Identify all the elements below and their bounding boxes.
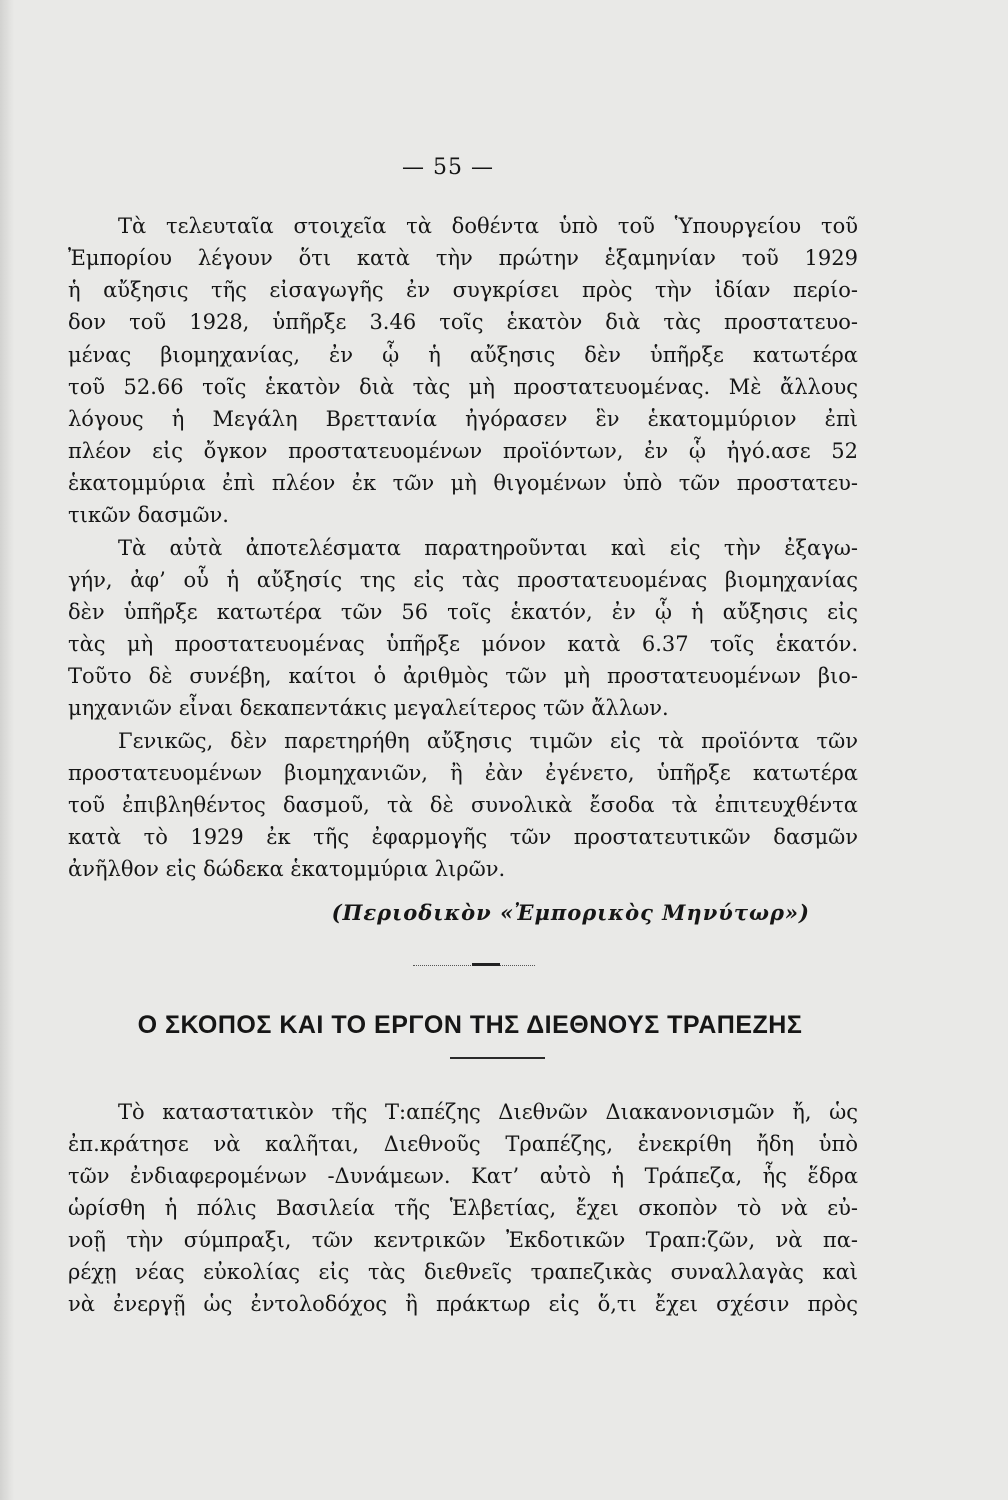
heading-rule [450, 1057, 545, 1059]
paragraph [68, 725, 858, 886]
text-line: τὰς μὴ προστατευομένας ὑπῆρξε μόνον κατὰ 6.37 τοῖς ἑκατόν. [68, 632, 858, 657]
section-divider-mark [472, 963, 500, 966]
page-number: — 55 — [402, 155, 494, 180]
text-line: γήν, ἀφ’ οὗ ἡ αὔξησίς της εἰς τὰς προστατευομένας βιομηχανίας [68, 567, 858, 592]
text-line: τῶν ἐνδιαφερομένων -Δυνάμεων. Κατ’ αὐτὸ ἡ Τράπεζα, ἧς ἕδρα [68, 1164, 858, 1188]
text-line: πλέον εἰς ὄγκον προστατευομένων προϊόντων, ἐν ᾧ ἠγό.ασε 52 [68, 439, 858, 464]
text-line: ἡ αὔξησις τῆς εἰσαγωγῆς ἐν συγκρίσει πρὸς τὴν ἰδίαν περίο- [68, 278, 858, 303]
text-line: Γενικῶς, δὲν παρετηρήθη αὔξησις τιμῶν εἰς τὰ προϊόντα τῶν [118, 728, 858, 753]
text-line: δον τοῦ 1928, ὑπῆρξε 3.46 τοῖς ἑκατὸν διὰ τὰς προστατευο- [68, 310, 858, 335]
text-line: Τὸ καταστατικὸν τῆς Τ:απέζης Διεθνῶν Διακανονισμῶν ἤ, ὡς [118, 1100, 858, 1124]
text-line: ρέχῃ νέας εὐκολίας εἰς τὰς διεθνεῖς τραπεζικὰς συναλλαγὰς καὶ [68, 1260, 858, 1284]
text-line: Τὰ τελευταῖα στοιχεῖα τὰ δοθέντα ὑπὸ τοῦ Ὑπουργείου τοῦ [118, 214, 858, 238]
text-line: μηχανιῶν εἶναι δεκαπεντάκις μεγαλείτερος τῶν ἄλλων. [68, 696, 669, 721]
text-line: ἑκατομμύρια ἐπὶ πλέον ἐκ τῶν μὴ θιγομένων ὑπὸ τῶν προστατευ- [68, 471, 858, 496]
article-body [68, 1096, 858, 1320]
text-line: Ἐμπορίου λέγουν ὅτι κατὰ τὴν πρώτην ἑξαμηνίαν τοῦ 1929 [68, 246, 858, 271]
text-line: τοῦ ἐπιβληθέντος δασμοῦ, τὰ δὲ συνολικὰ ἔσοδα τὰ ἐπιτευχθέντα [68, 792, 858, 817]
text-line: ὡρίσθη ἡ πόλις Βασιλεία τῆς Ἑλβετίας, ἔχει σκοπὸν τὸ νὰ εὐ- [68, 1196, 858, 1220]
text-line: νὰ ἐνεργῇ ὡς ἐντολοδόχος ἢ πράκτωρ εἰς ὅ,τι ἔχει σχέσιν πρὸς [68, 1292, 858, 1316]
text-line: τοῦ 52.66 τοῖς ἑκατὸν διὰ τὰς μὴ προστατευομένας. Μὲ ἄλλους [68, 374, 858, 399]
text-line: δὲν ὑπῆρξε κατωτέρα τῶν 56 τοῖς ἑκατόν, ἐν ᾧ ἡ αὔξησις εἰς [68, 599, 858, 624]
text-line: Τὰ αὐτὰ ἀποτελέσματα παρατηροῦνται καὶ εἰς τὴν ἐξαγω- [118, 535, 858, 560]
text-line: κατὰ τὸ 1929 ἐκ τῆς ἐφαρμογῆς τῶν προστατευτικῶν δασμῶν [68, 824, 858, 849]
section-heading: Ο ΣΚΟΠΟΣ ΚΑΙ ΤΟ ΕΡΓΟΝ ΤΗΣ ΔΙΕΘΝΟΥΣ ΤΡΑΠΕΖΗΣ [137, 1011, 803, 1039]
text-line: προστατευομένων βιομηχανιῶν, ἢ ἐὰν ἐγένετο, ὑπῆρξε κατωτέρα [68, 760, 858, 785]
text-line: μένας βιομηχανίας, ἐν ᾧ ἡ αὔξησις δὲν ὑπῆρξε κατωτέρα [68, 342, 858, 367]
scan-edge [0, 0, 14, 1500]
article-source: (Περιοδικὸν «Ἐμπορικὸς Μηνύτωρ») [331, 900, 810, 925]
text-line: ἀνῆλθον εἰς δώδεκα ἑκατομμύρια λιρῶν. [68, 857, 506, 882]
text-line: ἐπ.κράτησε νὰ καλῆται, Διεθνοῦς Τραπέζης, ἐνεκρίθη ἤδη ὑπὸ [68, 1132, 858, 1156]
paragraph [68, 532, 858, 725]
text-line: λόγους ἡ Μεγάλη Βρεττανία ἠγόρασεν ἓν ἑκατομμύριον ἐπὶ [68, 406, 858, 431]
paragraph [68, 1096, 858, 1320]
text-line: τικῶν δασμῶν. [68, 503, 229, 528]
text-line: Τοῦτο δὲ συνέβη, καίτοι ὁ ἀριθμὸς τῶν μὴ προστατευομένων βιο- [68, 664, 858, 689]
text-line: νοῇ τὴν σύμπραξι, τῶν κεντρικῶν Ἐκδοτικῶν Τραπ:ζῶν, νὰ πα- [68, 1228, 858, 1252]
article-body [68, 210, 858, 885]
paragraph [68, 210, 858, 532]
